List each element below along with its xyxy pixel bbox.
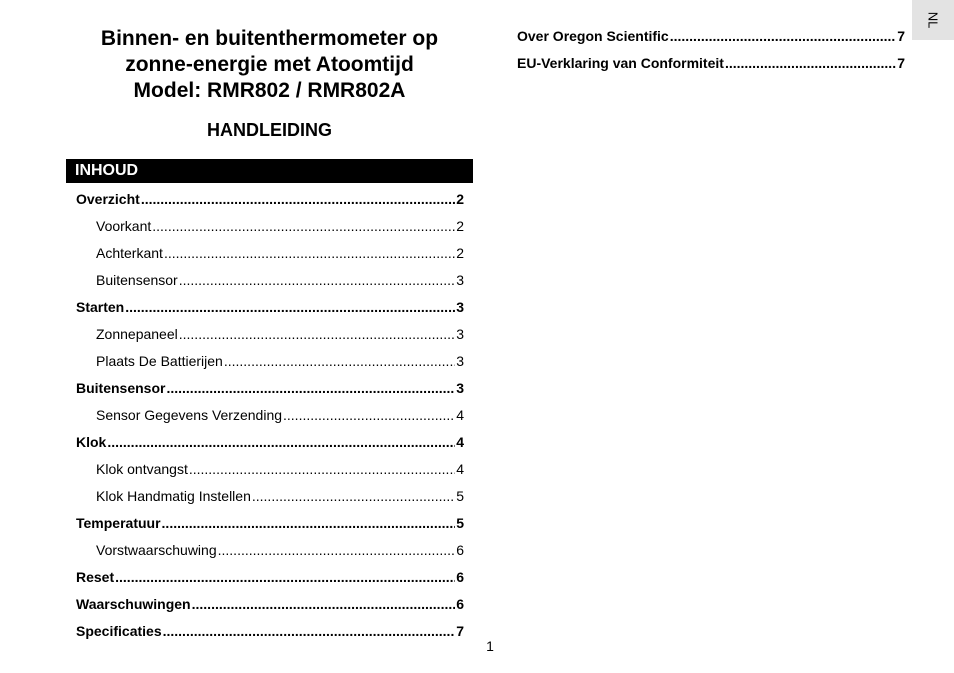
toc-entry-page: 6 — [456, 569, 464, 585]
toc-entry[interactable] — [76, 240, 464, 267]
toc-heading: INHOUD — [66, 159, 473, 183]
toc-dot-leader — [192, 591, 456, 618]
toc-dot-leader — [125, 294, 455, 321]
toc-entry-page: 7 — [456, 623, 464, 639]
title-line-3: Model: RMR802 / RMR802A — [133, 79, 406, 102]
title-line-2: zonne-energie met Atoomtijd — [125, 53, 414, 76]
toc-entry-label: Starten — [76, 299, 125, 315]
toc-dot-leader — [252, 483, 455, 510]
toc-entry-label: Sensor Gegevens Verzending — [96, 407, 283, 423]
toc-entry-label: Voorkant — [96, 218, 152, 234]
toc-entry-page: 3 — [456, 380, 464, 396]
toc-entry-page: 7 — [897, 55, 905, 71]
toc-dot-leader — [283, 402, 455, 429]
toc-dot-leader — [163, 618, 456, 645]
toc-right-column — [517, 23, 905, 77]
toc-entry-label: EU-Verklaring van Conformiteit — [517, 55, 724, 71]
title-line-1: Binnen- en buitenthermometer op — [100, 27, 439, 50]
toc-entry-label: Buitensensor — [76, 380, 166, 396]
toc-entry[interactable] — [76, 618, 464, 645]
toc-entry[interactable] — [517, 50, 905, 77]
toc-entry-page: 3 — [456, 353, 464, 369]
toc-entry-label: Overzicht — [76, 191, 140, 207]
toc-entry-page: 6 — [456, 596, 464, 612]
toc-entry-page: 4 — [456, 461, 464, 477]
toc-dot-leader — [670, 23, 896, 50]
toc-entry[interactable] — [76, 321, 464, 348]
toc-entry[interactable] — [76, 564, 464, 591]
page-number: 1 — [486, 638, 494, 654]
toc-entry-label: Specificaties — [76, 623, 162, 639]
toc-entry-label: Waarschuwingen — [76, 596, 191, 612]
toc-entry-label: Over Oregon Scientific — [517, 28, 669, 44]
toc-dot-leader — [141, 186, 455, 213]
toc-dot-leader — [218, 537, 456, 564]
toc-entry-page: 6 — [456, 542, 464, 558]
toc-entry-label: Zonnepaneel — [96, 326, 178, 342]
toc-dot-leader — [224, 348, 455, 375]
toc-entry-page: 5 — [456, 515, 464, 531]
toc-entry[interactable] — [76, 510, 464, 537]
document-subtitle: HANDLEIDING — [207, 120, 332, 140]
toc-entry-page: 7 — [897, 28, 905, 44]
toc-dot-leader — [107, 429, 455, 456]
toc-entry-label: Klok ontvangst — [96, 461, 188, 477]
toc-entry-page: 2 — [456, 218, 464, 234]
toc-entry-label: Temperatuur — [76, 515, 161, 531]
toc-entry-label: Plaats De Battierijen — [96, 353, 223, 369]
toc-entry-page: 4 — [456, 434, 464, 450]
toc-entry[interactable] — [76, 429, 464, 456]
language-label: NL — [925, 11, 941, 29]
toc-entry-label: Buitensensor — [96, 272, 178, 288]
document-title — [66, 26, 473, 104]
toc-entry-label: Achterkant — [96, 245, 163, 261]
toc-entry[interactable] — [76, 402, 464, 429]
toc-entry[interactable] — [76, 537, 464, 564]
toc-entry[interactable] — [76, 267, 464, 294]
toc-dot-leader — [179, 267, 455, 294]
toc-dot-leader — [115, 564, 455, 591]
toc-entry[interactable] — [76, 294, 464, 321]
toc-entry-label: Klok — [76, 434, 107, 450]
toc-left-column — [76, 186, 464, 645]
toc-entry-page: 5 — [456, 488, 464, 504]
language-tab — [912, 0, 954, 40]
toc-entry[interactable] — [76, 186, 464, 213]
toc-entry-label: Klok Handmatig Instellen — [96, 488, 251, 504]
toc-entry-page: 2 — [456, 191, 464, 207]
toc-dot-leader — [164, 240, 455, 267]
toc-entry[interactable] — [76, 213, 464, 240]
toc-entry-label: Vorstwaarschuwing — [96, 542, 217, 558]
toc-entry-page: 3 — [456, 299, 464, 315]
toc-entry-page: 4 — [456, 407, 464, 423]
toc-entry-label: Reset — [76, 569, 115, 585]
toc-dot-leader — [166, 375, 455, 402]
toc-entry-page: 3 — [456, 272, 464, 288]
toc-entry-page: 3 — [456, 326, 464, 342]
toc-entry[interactable] — [76, 348, 464, 375]
toc-dot-leader — [162, 510, 456, 537]
toc-entry-page: 2 — [456, 245, 464, 261]
toc-dot-leader — [725, 50, 896, 77]
toc-dot-leader — [179, 321, 455, 348]
toc-entry[interactable] — [76, 456, 464, 483]
toc-dot-leader — [189, 456, 455, 483]
toc-dot-leader — [152, 213, 455, 240]
toc-entry[interactable] — [76, 483, 464, 510]
toc-entry[interactable] — [76, 591, 464, 618]
toc-entry[interactable] — [76, 375, 464, 402]
toc-entry[interactable] — [517, 23, 905, 50]
